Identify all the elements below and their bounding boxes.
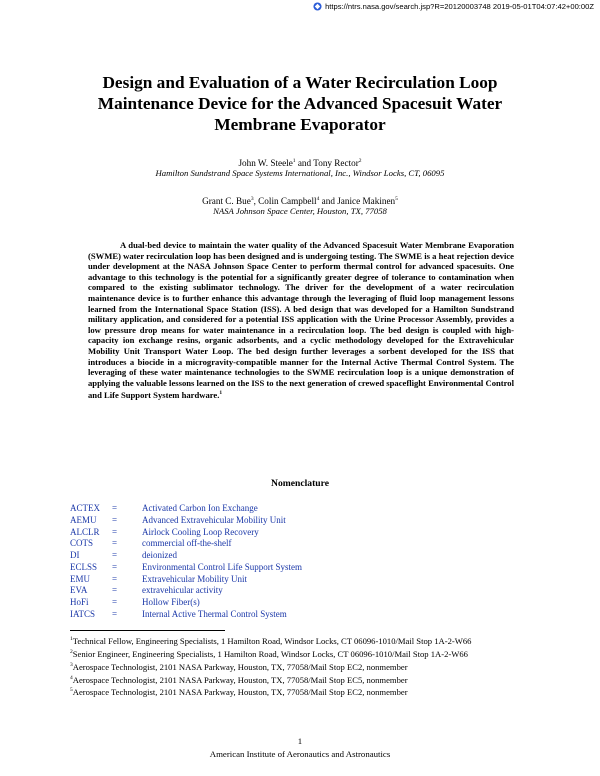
nomenclature-definition: Environmental Control Life Support System — [142, 561, 302, 572]
author-name: Tony Rector — [313, 158, 359, 169]
nomenclature-item[interactable] — [70, 503, 490, 515]
footnote-mark: 5 — [395, 196, 398, 202]
footnote — [70, 685, 540, 698]
nomenclature-item[interactable] — [70, 550, 490, 562]
nomenclature-equals: = — [112, 514, 118, 525]
footnote-text: Technical Fellow, Engineering Specialists, 1 Hamilton Road, Windsor Locks, CT 06096-1010/Mail Stop 1A-2-W66 — [72, 635, 472, 646]
footnote — [70, 634, 540, 647]
nomenclature-definition: Hollow Fiber(s) — [142, 597, 200, 607]
nomenclature-equals: = — [112, 561, 118, 572]
nomenclature-equals: = — [112, 573, 118, 584]
nomenclature-equals: = — [112, 550, 118, 560]
author-name: Colin Campbell — [258, 196, 317, 207]
nomenclature-definition: extravehicular activity — [142, 585, 223, 596]
footnote-mark: 3 — [250, 196, 254, 202]
footnote-mark: 5 — [70, 687, 73, 694]
nomenclature-definition: Activated Carbon Ion Exchange — [142, 503, 258, 513]
nomenclature-abbr: EMU — [70, 573, 90, 584]
nomenclature-equals: = — [112, 597, 118, 607]
affiliation-2: NASA Johnson Space Center, Houston, TX, 77058 — [213, 206, 387, 216]
footnote-mark: 2 — [70, 648, 73, 655]
affiliation-1: Hamilton Sundstrand Space Systems International, Inc., Windsor Locks, CT, 06095 — [155, 168, 445, 178]
footnote — [70, 660, 540, 673]
ntrs-url[interactable]: https://ntrs.nasa.gov/search.jsp?R=20120003748 2019-05-01T04:07:42+00:00Z — [325, 2, 594, 11]
nomenclature-item[interactable] — [70, 597, 490, 609]
footnote-mark: 4 — [70, 674, 73, 681]
nomenclature-definition: deionized — [142, 550, 177, 560]
nomenclature-definition: Extravehicular Mobility Unit — [142, 573, 247, 584]
nomenclature-item[interactable] — [70, 562, 490, 574]
nomenclature-item[interactable] — [70, 574, 490, 586]
nomenclature-item[interactable] — [70, 538, 490, 550]
footnote-mark: 1 — [219, 390, 223, 397]
nomenclature-equals: = — [112, 585, 118, 596]
page-number: 1 — [297, 736, 303, 746]
paper-title: Design and Evaluation of a Water Recirculation Loop Maintenance Device for the Advanced Spacesuit Water Membrane Evaporator — [97, 73, 503, 134]
nomenclature-equals: = — [112, 503, 118, 513]
nomenclature-heading: Nomenclature — [271, 478, 329, 489]
nomenclature-abbr: ECLSS — [70, 561, 98, 572]
footnotes — [70, 634, 540, 698]
footnote-text: Aerospace Technologist, 2101 NASA Parkway, Houston, TX, 77058/Mail Stop EC2, nonmember — [72, 687, 408, 698]
nomenclature-item[interactable] — [70, 609, 490, 621]
author-separator: , — [253, 196, 259, 207]
nomenclature-list — [70, 503, 490, 621]
nomenclature-abbr: ALCLR — [70, 526, 100, 537]
author-conjunction: and — [295, 158, 314, 169]
nomenclature-item[interactable] — [70, 515, 490, 527]
author-name: John W. Steele — [238, 158, 293, 169]
nomenclature-abbr: COTS — [70, 538, 94, 549]
nomenclature-abbr: DI — [70, 550, 80, 560]
nomenclature-item[interactable] — [70, 527, 490, 539]
nomenclature-equals: = — [112, 538, 118, 549]
footnote-mark: 1 — [70, 636, 73, 642]
footnote — [70, 647, 540, 660]
footnote-text: Aerospace Technologist, 2101 NASA Parkway, Houston, TX, 77058/Mail Stop EC5, nonmember — [72, 674, 408, 685]
nomenclature-definition: Advanced Extravehicular Mobility Unit — [142, 514, 286, 525]
nomenclature-definition: Airlock Cooling Loop Recovery — [142, 526, 259, 537]
nomenclature-abbr: EVA — [70, 585, 88, 596]
abstract — [88, 240, 514, 401]
footnote-text: Aerospace Technologist, 2101 NASA Parkway, Houston, TX, 77058/Mail Stop EC2, nonmember — [72, 661, 408, 672]
author-name: Grant C. Bue — [202, 196, 251, 207]
footnote-mark: 1 — [292, 158, 296, 164]
nomenclature-abbr: IATCS — [70, 608, 96, 619]
footnote-mark: 2 — [358, 158, 362, 164]
ntrs-header — [313, 2, 594, 11]
nomenclature-definition: commercial off-the-shelf — [142, 538, 232, 549]
footnote-divider — [70, 630, 225, 631]
footnote-mark: 3 — [70, 661, 73, 668]
abstract-text: A dual-bed device to maintain the water quality of the Advanced Spacesuit Water Membrane Evaporation (SWME) water recirculation loop has been designed and is undergoing testing. The SWME is a heat rejection device under development at the NASA Johnson Space Center to perform thermal control for advanced spacesuits. One advantage to this technology is the potential for a significantly greater degree of tolerance to contamination when compared to the existing sublimator technology. The driver for the development of a water recirculation maintenance device is to further enhance this advantage through the leveraging of fluid loop management lessons learned from the International Space Station (ISS). A bed design that was developed for a Hamilton Sundstrand military application, and considered for a potential ISS application with the Urine Processor Assembly, provides a low pressure drop means for water maintenance in a recirculation loop. The bed design is coupled with high-capacity ion exchange resins, organic adsorbents, and a cyclic methodology developed for the Extravehicular Mobility Unit Transport Water Loop. The bed design further leverages a sorbent developed for the ISS that introduces a biocide in a microgravity-compatible manner for the Internal Active Thermal Control System. The leveraging of these water maintenance technologies to the SWME recirculation loop is a unique demonstration of applying the valuable lessons learned on the ISS to the next generation of crewed spaceflight Environmental Control and Life Support System hardware. — [88, 240, 514, 401]
author-name: Janice Makinen — [337, 196, 396, 207]
ntrs-logo-icon — [313, 2, 322, 11]
nomenclature-abbr: AEMU — [70, 514, 97, 525]
author-conjunction: and — [319, 196, 338, 207]
nomenclature-definition: Internal Active Thermal Control System — [142, 608, 287, 619]
footnote-mark: 4 — [316, 196, 320, 202]
footnote — [70, 673, 540, 686]
footnote-text: Senior Engineer, Engineering Specialists, 1 Hamilton Road, Windsor Locks, CT 06096-1010/Mail Stop 1A-2-W66 — [72, 648, 468, 659]
footer-organization: American Institute of Aeronautics and Astronautics — [209, 749, 391, 759]
nomenclature-equals: = — [112, 608, 118, 619]
nomenclature-abbr: HoFi — [70, 597, 89, 607]
nomenclature-abbr: ACTEX — [70, 503, 100, 513]
nomenclature-equals: = — [112, 526, 118, 537]
nomenclature-item[interactable] — [70, 585, 490, 597]
